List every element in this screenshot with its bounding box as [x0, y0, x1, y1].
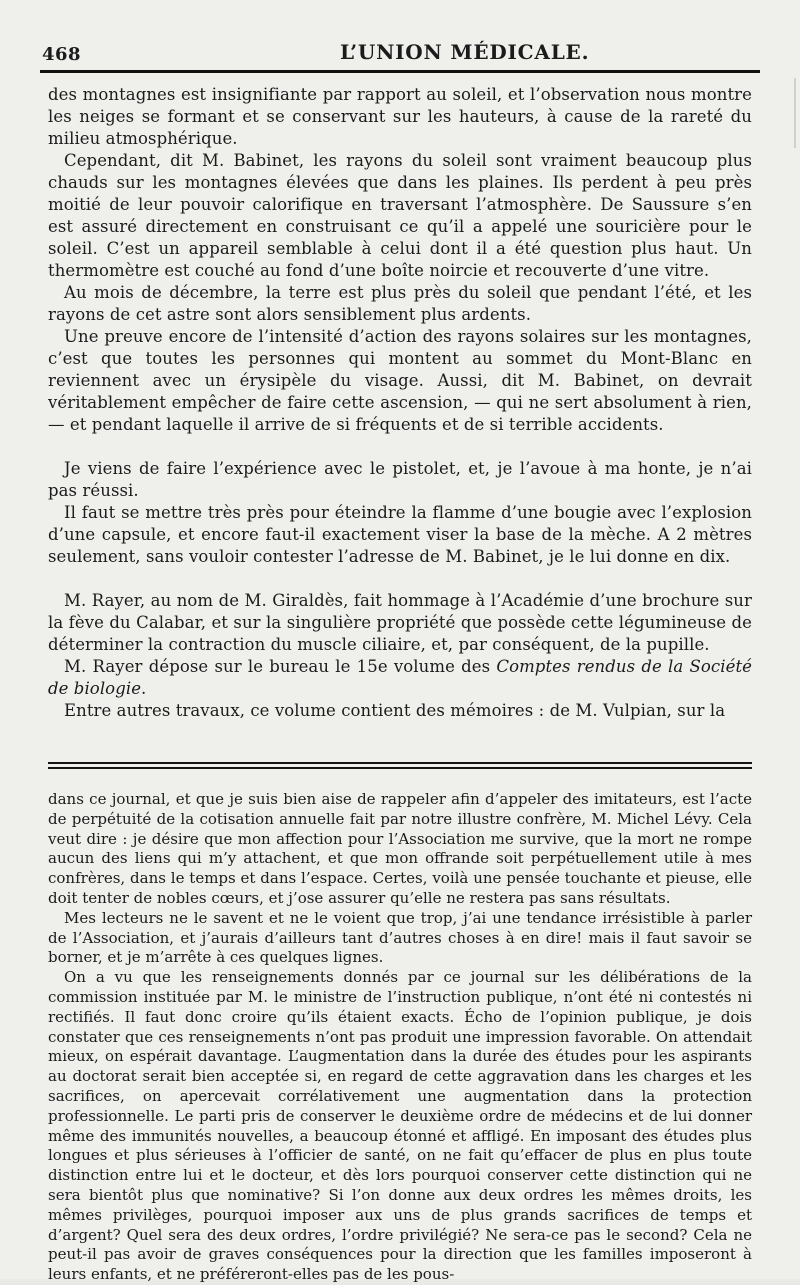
main-paragraph-1: des montagnes est insignifiante par rapport au soleil, et l’observation nous montre les neiges se formant et se conservant sur les hauteurs, à cause de la rareté du milieu atmosphérique. [48, 85, 752, 148]
main-paragraph-9: Entre autres travaux, ce volume contient des mémoires : de M. Vulpian, sur la [64, 701, 726, 720]
main-paragraph-5: Je viens de faire l’expérience avec le pistolet, et, je l’avoue à ma honte, je n’ai pas réussi. [48, 459, 752, 500]
running-head: L’UNION MÉDICALE. [340, 40, 590, 64]
main-paragraph-8-lead: M. Rayer dépose sur le bureau le 15e volume des [64, 657, 497, 676]
main-paragraph-3: Au mois de décembre, la terre est plus près du soleil que pendant l’été, et les rayons de cet astre sont alors sensiblement plus ardents. [48, 283, 752, 324]
footnote-text [48, 790, 752, 1285]
page-header [40, 34, 760, 64]
main-paragraph-7: M. Rayer, au nom de M. Giraldès, fait hommage à l’Académie d’une brochure sur la fève du Calabar, et sur la singulière propriété que possède cette légumineuse de déterminer la contraction du muscle ciliaire, et, par conséquent, de la pupille. [48, 591, 752, 654]
page-edge-shadow [794, 78, 796, 148]
footnote-paragraph-1: dans ce journal, et que je suis bien aise de rappeler afin d’appeler des imitateurs, est l’acte de perpétuité de la cotisation annuelle fait par notre illustre confrère, M. Michel Lévy. Cela veut dire : je désire que mon affection pour l’Association me survive, que la mort ne rompe aucun des liens qui m’y attachent, et que mon offrande soit perpétuellement utile à mes confrères, dans le temps et dans l’espace. Certes, voilà une pensée touchante et pieuse, elle doit tenter de nobles cœurs, et j’ose assurer qu’elle ne restera pas sans résultats. [48, 790, 752, 907]
main-body-text [48, 84, 752, 722]
page-number: 468 [42, 44, 82, 65]
journal-title: Comptes rendus de la Société de biologie [48, 657, 753, 698]
main-paragraph-2: Cependant, dit M. Babinet, les rayons du soleil sont vraiment beaucoup plus chauds sur les montagnes élevées que dans les plaines. Ils perdent à peu près moitié de leur pouvoir calorifique en traversant l’atmosphère. De Saussure s’en est assuré directement en construisant ce qu’il a appelé une souricière pour le soleil. C’est un appareil semblable à celui dont il a été question plus haut. Un thermomètre est couché au fond d’une boîte noircie et recouverte d’une vitre. [48, 151, 752, 280]
header-rule [40, 70, 760, 73]
main-paragraph-8-end: . [141, 679, 147, 698]
main-paragraph-8 [48, 656, 752, 700]
footnote-paragraph-2: Mes lecteurs ne le savent et ne le voient que trop, j’ai une tendance irrésistible à parler de l’Association, et j’aurais d’ailleurs tant d’autres choses à en dire! mais il faut savoir se borner, et je m’arrête à ces quelques lignes. [48, 908, 752, 967]
separator-line-bottom [48, 767, 752, 769]
footnote-separator [48, 762, 752, 770]
main-paragraph-4: Une preuve encore de l’intensité d’action des rayons solaires sur les montagnes, c’est que toutes les personnes qui montent au sommet du Mont-Blanc en reviennent avec un érysipèle du visage. Aussi, dit M. Babinet, on devrait véritablement empêcher de faire cette ascension, — qui ne sert absolument à rien, — et pendant laquelle il arrive de si fréquents et de si terrible accidents. [48, 327, 752, 434]
footnote-paragraph-3: On a vu que les renseignements donnés par ce journal sur les délibérations de la commission instituée par M. le ministre de l’instruction publique, n’ont été ni contestés ni rectifiés. Il faut donc croire qu’ils étaient exacts. Écho de l’opinion publique, je dois constater que ces renseignements n’ont pas produit une impression favorable. On attendait mieux, on espérait davantage. L’augmentation dans la durée des études pour les aspirants au doctorat serait bien acceptée si, en regard de cette aggravation dans les charges et les sacrifices, on apercevait corrélativement une augmentation dans la protection professionnelle. Le parti pris de conserver le deuxième ordre de médecins et de lui donner même des immunités nouvelles, a beaucoup étonné et affligé. En imposant des études plus longues et plus sérieuses à l’officier de santé, on ne fait qu’effacer de plus en plus toute distinction entre lui et le docteur, et dès lors pourquoi conserver cette distinction qui ne sera bientôt plus que nominative? Si l’on donne aux deux ordres les mêmes droits, les mêmes privilèges, pourquoi imposer aux uns de plus grands sacrifices de temps et d’argent? Quel sera des deux ordres, l’ordre privilégié? Ne sera-ce pas le second? Cela ne peut-il pas avoir de graves conséquences pour la direction que les familles imposeront à leurs enfants, et ne préféreront-elles pas de les pous- [48, 968, 752, 1284]
separator-line-top [48, 762, 752, 764]
main-paragraph-6: Il faut se mettre très près pour éteindre la flamme d’une bougie avec l’explosion d’une capsule, et encore faut-il exactement viser la base de la mèche. A 2 mètres seulement, sans vouloir contester l’adresse de M. Babinet, je le lui donne en dix. [48, 503, 752, 566]
